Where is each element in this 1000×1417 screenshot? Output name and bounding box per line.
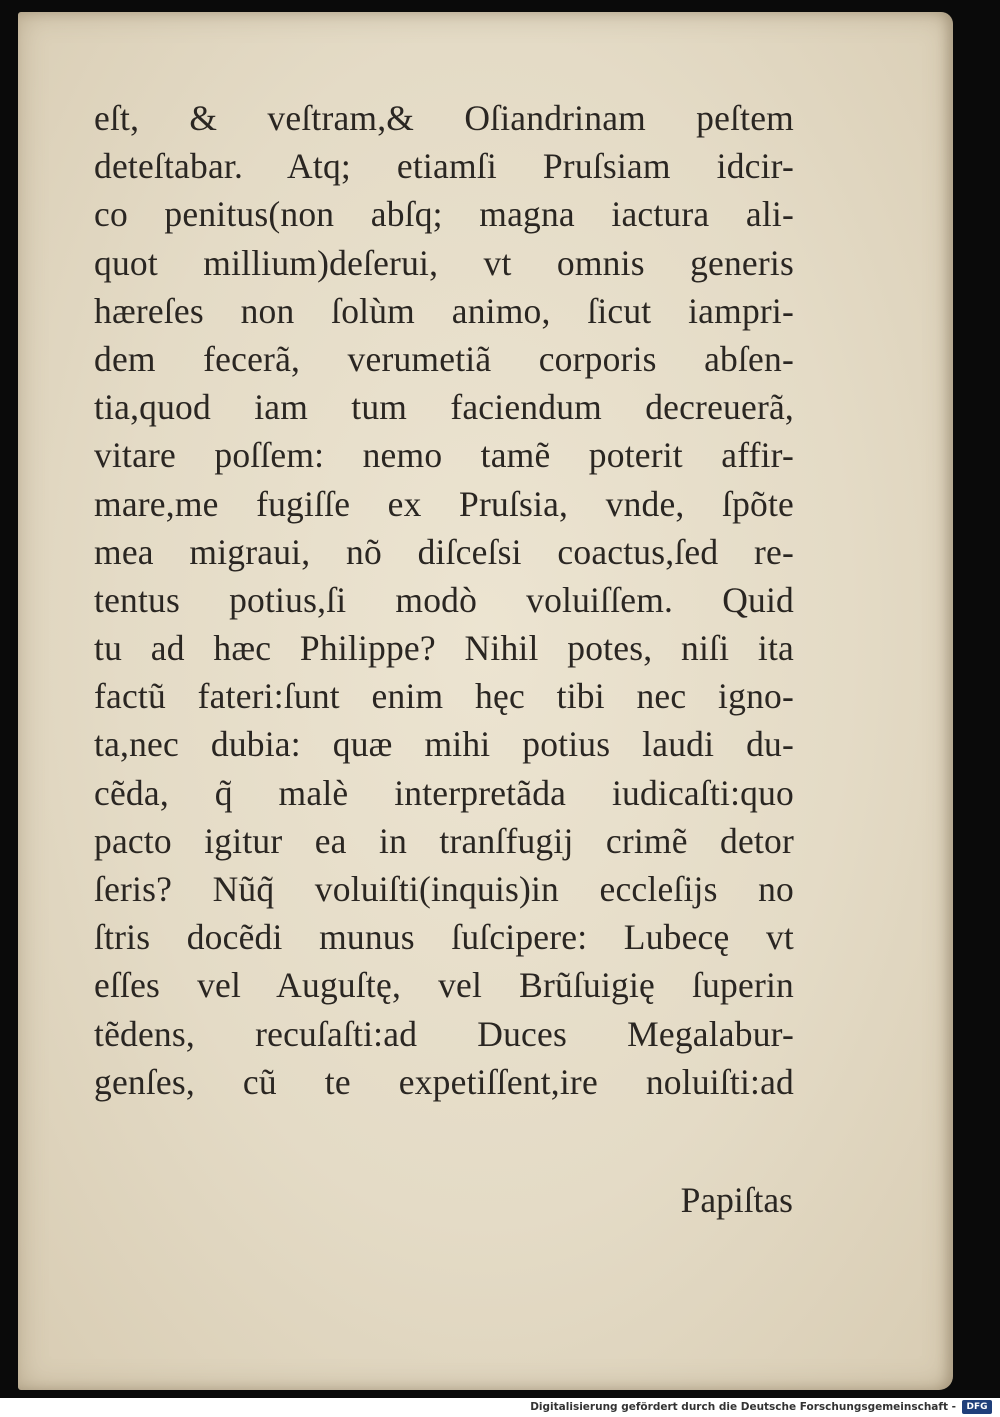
text-line: ſeris? Nũq̃ voluiſti(inquis)in eccleſijs no <box>94 869 794 909</box>
dfg-logo-icon: DFG <box>962 1400 992 1414</box>
catchword: Papiſtas <box>680 1180 793 1220</box>
text-line: factũ fateri:ſunt enim hęc tibi nec igno- <box>94 676 794 717</box>
text-line: pacto igitur ea in tranſfugij crimẽ detor <box>94 820 794 861</box>
text-line: tia,quod iam tum faciendum decreuerã, <box>94 387 794 428</box>
digitization-credit: Digitalisierung gefördert durch die Deutsche Forschungsgemeinschaft - <box>530 1401 956 1413</box>
text-line: quot millium)deſerui, vt omnis generis <box>94 242 794 283</box>
text-line: tu ad hæc Philippe? Nihil potes, niſi ita <box>94 628 794 669</box>
text-line: tẽdens, recuſaſti:ad Duces Megalabur- <box>94 1013 794 1054</box>
text-line: eſſes vel Auguſtę, vel Brũſuigię ſuperin <box>94 965 794 1006</box>
text-line: deteſtabar. Atq; etiamſi Pruſsiam idcir- <box>94 146 794 187</box>
text-line: eſt, & veſtram,& Oſiandrinam peſtem <box>94 98 794 138</box>
text-line: cẽda, q̃ malè interpretãda iudicaſti:quo <box>94 772 794 813</box>
text-line: co penitus(non abſq; magna iactura ali- <box>94 194 794 235</box>
text-line: hæreſes non ſolùm animo, ſicut iampri- <box>94 290 794 331</box>
book-page <box>18 12 953 1390</box>
text-line: vitare poſſem: nemo tamẽ poterit affir- <box>94 435 794 476</box>
page-text-block <box>94 94 794 1106</box>
text-line: dem fecerã, verumetiã corporis abſen- <box>94 338 794 379</box>
text-line: genſes, cũ te expetiſſent,ire noluiſti:ad <box>94 1061 794 1102</box>
text-line: ta,nec dubia: quæ mihi potius laudi du- <box>94 724 794 765</box>
text-line: tentus potius,ſi modò voluiſſem. Quid <box>94 579 794 620</box>
text-line: ſtris docẽdi munus ſuſcipere: Lubecę vt <box>94 917 794 958</box>
text-line: mare,me fugiſſe ex Pruſsia, vnde, ſpõte <box>94 483 794 524</box>
text-line: mea migraui, nõ diſceſsi coactus,ſed re- <box>94 531 794 572</box>
